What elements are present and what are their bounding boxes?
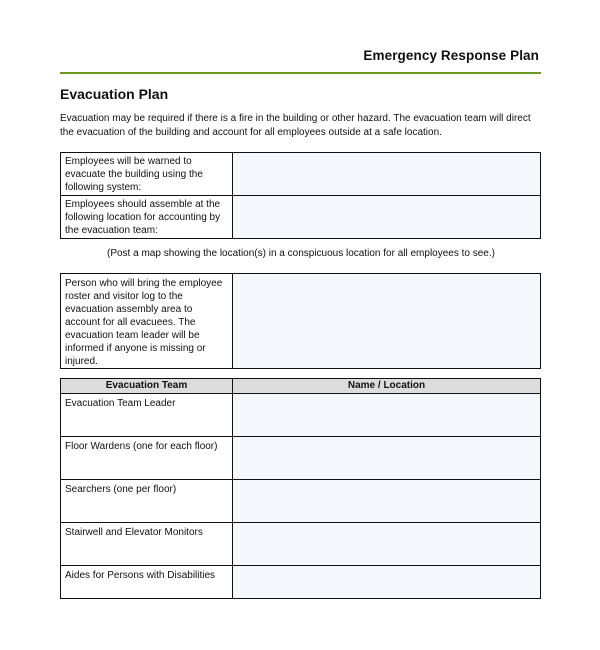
- role-label: Stairwell and Elevator Monitors: [61, 523, 233, 566]
- intro-paragraph: Evacuation may be required if there is a fire in the building or other hazard. The evacuation team will direct the evacuation of the building and account for all employees outside at a safe location.: [60, 113, 531, 138]
- document-title: Emergency Response Plan: [363, 48, 539, 63]
- table-row: [61, 394, 541, 437]
- table-row: [61, 523, 541, 566]
- roster-person-field[interactable]: [233, 274, 541, 369]
- role-label: Evacuation Team Leader: [61, 394, 233, 437]
- bottom-divider: [60, 598, 541, 599]
- table-header-row: [61, 379, 541, 394]
- table-row: [61, 480, 541, 523]
- table-row: [61, 196, 541, 239]
- name-location-field[interactable]: [233, 566, 541, 600]
- warning-system-label: Employees will be warned to evacuate the building using the following system:: [61, 153, 233, 196]
- table-row: [61, 437, 541, 480]
- map-note: (Post a map showing the location(s) in a conspicuous location for all employees to see.): [107, 248, 495, 259]
- warning-assembly-table: [60, 152, 541, 239]
- name-location-field[interactable]: [233, 523, 541, 566]
- evacuation-team-table: [60, 378, 541, 599]
- assembly-location-field[interactable]: [233, 196, 541, 239]
- name-location-field[interactable]: [233, 394, 541, 437]
- header-name-location: Name / Location: [233, 379, 541, 394]
- role-label: Aides for Persons with Disabilities: [61, 566, 233, 600]
- warning-system-field[interactable]: [233, 153, 541, 196]
- name-location-field[interactable]: [233, 437, 541, 480]
- table-row: [61, 274, 541, 369]
- table-row: [61, 153, 541, 196]
- assembly-location-label: Employees should assemble at the following location for accounting by the evacuation team:: [61, 196, 233, 239]
- roster-table: [60, 273, 541, 369]
- role-label: Floor Wardens (one for each floor): [61, 437, 233, 480]
- table-row: [61, 566, 541, 600]
- header-evacuation-team: Evacuation Team: [61, 379, 233, 394]
- title-divider: [60, 72, 541, 74]
- roster-person-label: Person who will bring the employee roster and visitor log to the evacuation assembly area to account for all evacuees. The evacuation team leader will be informed if anyone is missing or injured.: [61, 274, 233, 369]
- section-title: Evacuation Plan: [60, 86, 169, 102]
- role-label: Searchers (one per floor): [61, 480, 233, 523]
- name-location-field[interactable]: [233, 480, 541, 523]
